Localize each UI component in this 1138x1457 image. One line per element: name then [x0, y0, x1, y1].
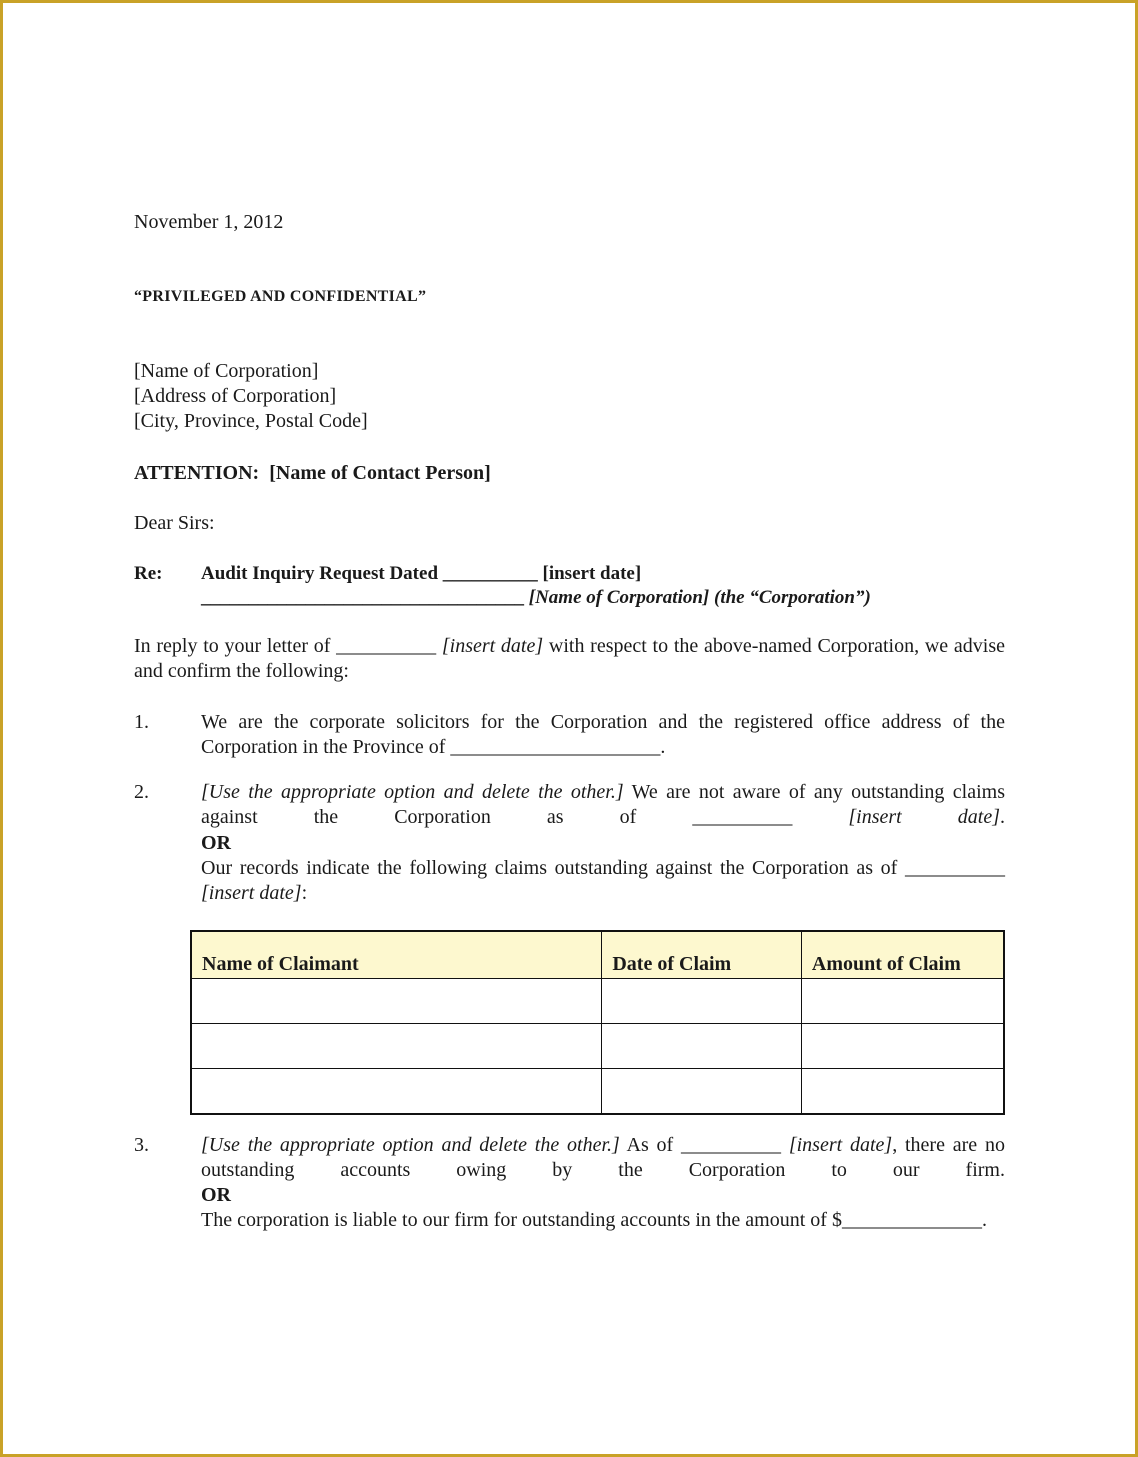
header-name-of-claimant: Name of Claimant — [191, 931, 602, 979]
item-1-number: 1. — [134, 711, 149, 733]
re-subject-line-1: Audit Inquiry Request Dated __________ [insert date] — [201, 563, 642, 584]
item-2-option-a-date: [insert date] — [848, 806, 1001, 828]
address-line-1: [Name of Corporation] — [134, 360, 319, 382]
table-row — [191, 1069, 1004, 1115]
intro-date-placeholder: [insert date] — [441, 635, 544, 657]
item-2-number: 2. — [134, 781, 149, 803]
address-line-3: [City, Province, Postal Code] — [134, 410, 368, 432]
item-2-option-a — [201, 780, 1005, 830]
item-3-or-label: OR — [201, 1184, 231, 1206]
item-3-option-note: [Use the appropriate option and delete the other.] — [201, 1134, 620, 1156]
item-2-option-b-date: [insert date] — [201, 882, 302, 904]
cell-date — [602, 1069, 802, 1115]
table-row — [191, 1024, 1004, 1069]
item-1-text: We are the corporate solicitors for the Corporation and the registered office address of the Corporation in the Province of _____________________. — [201, 711, 1005, 758]
salutation: Dear Sirs: — [134, 512, 215, 534]
item-2-option-b — [201, 856, 1005, 906]
item-2-option-note: [Use the appropriate option and delete the other.] — [201, 781, 624, 803]
claims-table-header-row — [191, 931, 1004, 979]
item-3-option-b: The corporation is liable to our firm for outstanding accounts in the amount of $______________. — [201, 1209, 987, 1231]
item-3-option-a-text: As of __________ — [619, 1134, 789, 1156]
re-corporation-name: [Name of Corporation] (the “Corporation”) — [528, 587, 871, 608]
table-row — [191, 979, 1004, 1024]
attention-label: ATTENTION: — [134, 462, 260, 484]
claims-table — [190, 930, 1005, 1115]
re-label: Re: — [134, 563, 163, 584]
header-date-of-claim: Date of Claim — [602, 931, 802, 979]
cell-name — [191, 1069, 602, 1115]
cell-amount — [801, 1024, 1004, 1069]
cell-date — [602, 1024, 802, 1069]
item-3-option-a-end: , there are no outstanding accounts owing by the Corporation to our firm. — [201, 1134, 1005, 1181]
re-blank: __________________________________ — [201, 587, 524, 608]
item-2-or-label: OR — [201, 832, 231, 854]
cell-date — [602, 979, 802, 1024]
item-2-option-b-text: Our records indicate the following claims outstanding against the Corporation as of __________ — [201, 857, 1005, 879]
item-3-option-a — [201, 1133, 1005, 1183]
intro-text-c: with respect to the above-named Corporation, we advise and confirm the following: — [134, 635, 1005, 682]
item-3-option-a-date: [insert date] — [788, 1134, 893, 1156]
cell-name — [191, 979, 602, 1024]
cell-name — [191, 1024, 602, 1069]
intro-paragraph — [134, 634, 1005, 684]
item-3-number: 3. — [134, 1134, 149, 1156]
cell-amount — [801, 1069, 1004, 1115]
item-2-option-a-end: . — [1000, 806, 1006, 828]
item-2-option-a-text: We are not aware of any outstanding claims against the Corporation as of __________ — [201, 781, 1005, 828]
item-2-option-b-end: : — [301, 882, 308, 904]
cell-amount — [801, 979, 1004, 1024]
attention-line — [134, 461, 491, 485]
privilege-notice: “PRIVILEGED AND CONFIDENTIAL” — [134, 288, 427, 305]
attention-name: [Name of Contact Person] — [269, 462, 491, 484]
intro-text-a: In reply to your letter of __________ — [134, 635, 442, 657]
header-amount-of-claim: Amount of Claim — [801, 931, 1004, 979]
re-subject-line-2 — [201, 586, 871, 610]
address-line-2: [Address of Corporation] — [134, 385, 337, 407]
letter-date: November 1, 2012 — [134, 211, 284, 233]
